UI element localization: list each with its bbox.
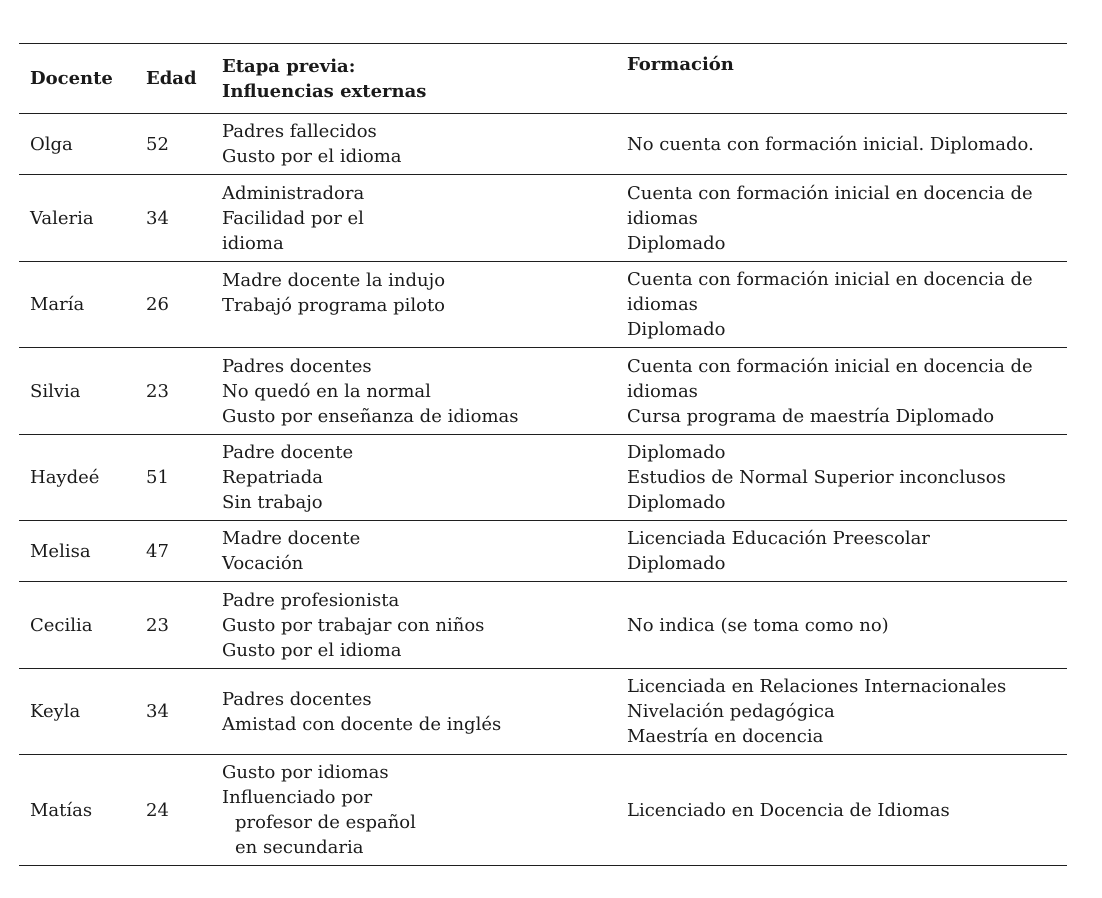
etapa-line: Amistad con docente de inglés — [222, 713, 502, 735]
table-row — [19, 669, 1067, 755]
cell-docente: Keyla — [19, 669, 135, 755]
formacion-line: Cuenta con formación inicial en docencia de — [627, 182, 1033, 204]
formacion-line: Nivelación pedagógica — [627, 701, 835, 722]
etapa-line: profesor de español — [235, 812, 416, 833]
formacion-line: No indica (se toma como no) — [627, 614, 889, 636]
cell-etapa — [213, 435, 618, 521]
formacion-line: Licenciada Educación Preescolar — [627, 528, 930, 549]
etapa-line: Vocación — [222, 553, 304, 574]
cell-docente: María — [19, 262, 135, 348]
cell-formacion — [618, 348, 1067, 435]
header-edad: Edad — [135, 44, 213, 114]
cell-formacion — [618, 114, 1067, 175]
cell-edad: 51 — [135, 435, 213, 521]
formacion-line: idiomas — [627, 380, 698, 402]
etapa-line: en secundaria — [235, 837, 364, 858]
formacion-line: Cursa programa de maestría Diplomado — [627, 405, 995, 427]
etapa-line: Influenciado por — [222, 787, 373, 808]
etapa-line: Repatriada — [222, 467, 324, 488]
formacion-line: Diplomado — [627, 319, 726, 340]
header-docente: Docente — [19, 44, 135, 114]
formacion-line: Licenciado en Docencia de Idiomas — [627, 799, 950, 821]
formacion-line: idiomas — [627, 294, 698, 315]
cell-edad: 34 — [135, 669, 213, 755]
cell-formacion — [618, 755, 1067, 866]
cell-docente: Valeria — [19, 175, 135, 262]
cell-docente: Silvia — [19, 348, 135, 435]
cell-edad: 52 — [135, 114, 213, 175]
cell-formacion — [618, 669, 1067, 755]
cell-docente: Matías — [19, 755, 135, 866]
cell-docente: Melisa — [19, 521, 135, 582]
etapa-line: Gusto por enseñanza de idiomas — [222, 405, 519, 427]
cell-edad: 23 — [135, 582, 213, 669]
table-row — [19, 435, 1067, 521]
table-row — [19, 348, 1067, 435]
cell-docente: Cecilia — [19, 582, 135, 669]
etapa-line: Sin trabajo — [222, 492, 323, 513]
cell-etapa — [213, 262, 618, 348]
header-etapa-line2: Influencias externas — [222, 80, 427, 102]
header-etapa-line1: Etapa previa: — [222, 55, 356, 77]
formacion-line: Diplomado — [627, 232, 726, 254]
formacion-line: Cuenta con formación inicial en docencia de — [627, 269, 1033, 290]
etapa-line: Gusto por idiomas — [222, 762, 389, 783]
table-row — [19, 262, 1067, 348]
etapa-line: Gusto por el idioma — [222, 639, 402, 661]
cell-etapa — [213, 582, 618, 669]
formacion-line: Diplomado — [627, 492, 726, 513]
etapa-line: Padres docentes — [222, 355, 372, 377]
etapa-line: Madre docente — [222, 528, 361, 549]
formacion-line: Diplomado — [627, 442, 726, 463]
etapa-line: Madre docente la indujo — [222, 270, 446, 291]
cell-etapa — [213, 521, 618, 582]
cell-formacion — [618, 521, 1067, 582]
formacion-line: Cuenta con formación inicial en docencia de — [627, 355, 1033, 377]
cell-docente: Haydeé — [19, 435, 135, 521]
cell-edad: 24 — [135, 755, 213, 866]
cell-etapa — [213, 175, 618, 262]
header-row — [19, 44, 1067, 114]
etapa-line: Trabajó programa piloto — [222, 295, 446, 316]
cell-edad: 26 — [135, 262, 213, 348]
cell-etapa — [213, 114, 618, 175]
etapa-line: Padre docente — [222, 442, 354, 463]
table-row — [19, 755, 1067, 866]
header-etapa — [213, 44, 618, 114]
teachers-table — [19, 43, 1067, 866]
etapa-line: Padres docentes — [222, 688, 372, 710]
cell-docente: Olga — [19, 114, 135, 175]
table-row — [19, 114, 1067, 175]
cell-formacion — [618, 435, 1067, 521]
formacion-line: No cuenta con formación inicial. Diplomado. — [627, 133, 1034, 155]
table-row — [19, 175, 1067, 262]
cell-formacion — [618, 582, 1067, 669]
cell-etapa — [213, 755, 618, 866]
cell-etapa — [213, 669, 618, 755]
table-row — [19, 521, 1067, 582]
formacion-line: Estudios de Normal Superior inconclusos — [627, 467, 1006, 488]
etapa-line: Padres fallecidos — [222, 121, 377, 142]
cell-etapa — [213, 348, 618, 435]
formacion-line: Diplomado — [627, 553, 726, 574]
cell-edad: 34 — [135, 175, 213, 262]
formacion-line: Licenciada en Relaciones Internacionales — [627, 676, 1007, 697]
header-formacion: Formación — [618, 44, 1067, 114]
etapa-line: Administradora — [222, 182, 365, 204]
cell-formacion — [618, 262, 1067, 348]
etapa-line: No quedó en la normal — [222, 380, 431, 402]
table-row — [19, 582, 1067, 669]
formacion-line: idiomas — [627, 207, 698, 229]
etapa-line: Facilidad por el — [222, 207, 364, 229]
cell-formacion — [618, 175, 1067, 262]
etapa-line: Gusto por trabajar con niños — [222, 614, 485, 636]
etapa-line: Gusto por el idioma — [222, 146, 402, 167]
formacion-line: Maestría en docencia — [627, 726, 824, 747]
cell-edad: 47 — [135, 521, 213, 582]
etapa-line: idioma — [222, 232, 284, 254]
cell-edad: 23 — [135, 348, 213, 435]
etapa-line: Padre profesionista — [222, 589, 400, 611]
